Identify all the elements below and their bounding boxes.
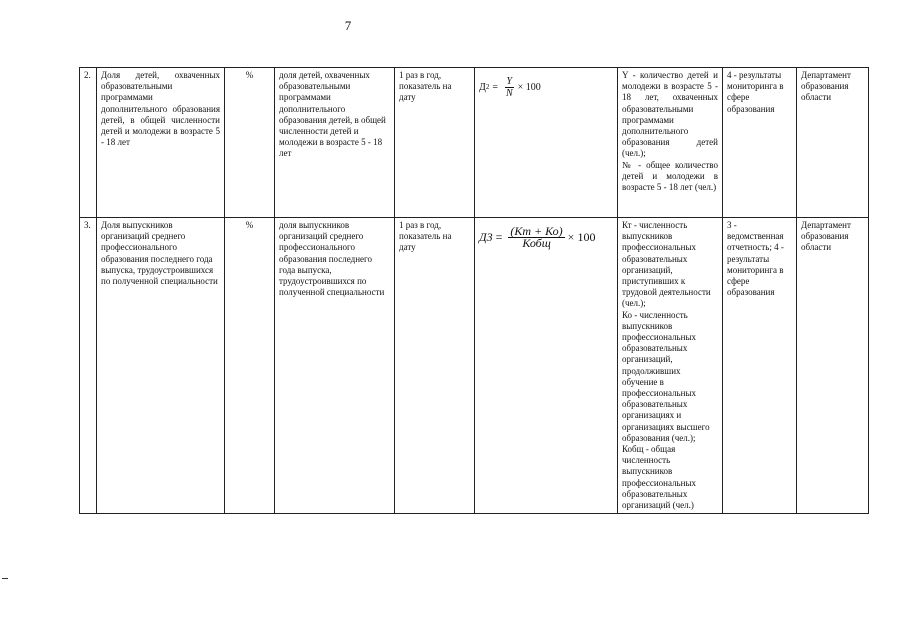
frequency: 1 раз в год, показатель на дату [395,218,475,514]
formula-numerator: Y [506,76,513,87]
formula [479,226,613,249]
indicator-name: Доля выпускников организаций среднего профессионального образования последнего года выпуска, трудоустроившихся по полученной специальности [97,218,225,514]
data-source: 3 - ведомственная отчетность; 4 - результаты мониторинга в сфере образования [723,218,797,514]
unit: % [225,68,275,218]
margin-mark [2,578,8,579]
indicator-definition: доля выпускников организаций среднего профессионального образования последнего года выпуска, трудоустроившихся по полученной специальности [275,218,395,514]
formula-eq: = [492,82,498,94]
formula [479,76,613,99]
formula-cell [475,68,618,218]
indicator-definition: доля детей, охваченных образовательными программами дополнительного образования детей, в общей численности детей и молодежи в возрасте 5 - 18 лет [275,68,395,218]
formula-denominator: Кобщ [522,236,551,251]
formula-numerator: (Кт + Ко) [510,224,563,238]
row-number: 3. [80,218,97,514]
formula-subscript: 2 [485,83,490,92]
table-row [80,218,869,514]
formula-multiplier: × 100 [567,230,596,245]
variable-description: Y - количество детей и молодежи в возрасте 5 - 18 лет, охваченных образовательными программами дополнительного образования детей (чел.); [622,70,718,159]
formula-denominator: N [505,88,513,100]
indicators-table [79,67,869,514]
indicator-name: Доля детей, охваченных образовательными программами дополнительного образования детей, в общей численности детей и молодежи в возрасте 5 - 18 лет [97,68,225,218]
variable-description: Ко - численность выпускников профессиональных образовательных организаций, продолживших обучение в профессиональных образовательных организациях и организациях высшего образования (чел.); [622,309,710,443]
variable-description: Кт - численность выпускников профессиональных образовательных организаций, приступивших к трудовой деятельности (чел.); [622,220,711,309]
row-number: 2. [80,68,97,218]
unit: % [225,218,275,514]
responsible: Департамент образования области [797,68,869,218]
formula-eq: = [495,230,503,245]
variables-cell [618,68,723,218]
formula-lhs: Д [479,82,486,94]
variables-cell [618,218,723,514]
formula-cell [475,218,618,514]
table-row [80,68,869,218]
variable-description: Кобщ - общая численность выпускников профессиональных образовательных организаций (чел.) [622,444,697,511]
formula-lhs: Д3 [479,230,493,245]
variable-description: № - общее количество детей и молодежи в возрасте 5 - 18 лет (чел.) [622,159,718,193]
formula-multiplier: × 100 [517,82,541,94]
frequency: 1 раз в год, показатель на дату [395,68,475,218]
formula-fraction [504,76,515,99]
data-source: 4 - результаты мониторинга в сфере образования [723,68,797,218]
formula-fraction [508,226,564,249]
responsible: Департамент образования области [797,218,869,514]
page-number: 7 [344,18,352,33]
